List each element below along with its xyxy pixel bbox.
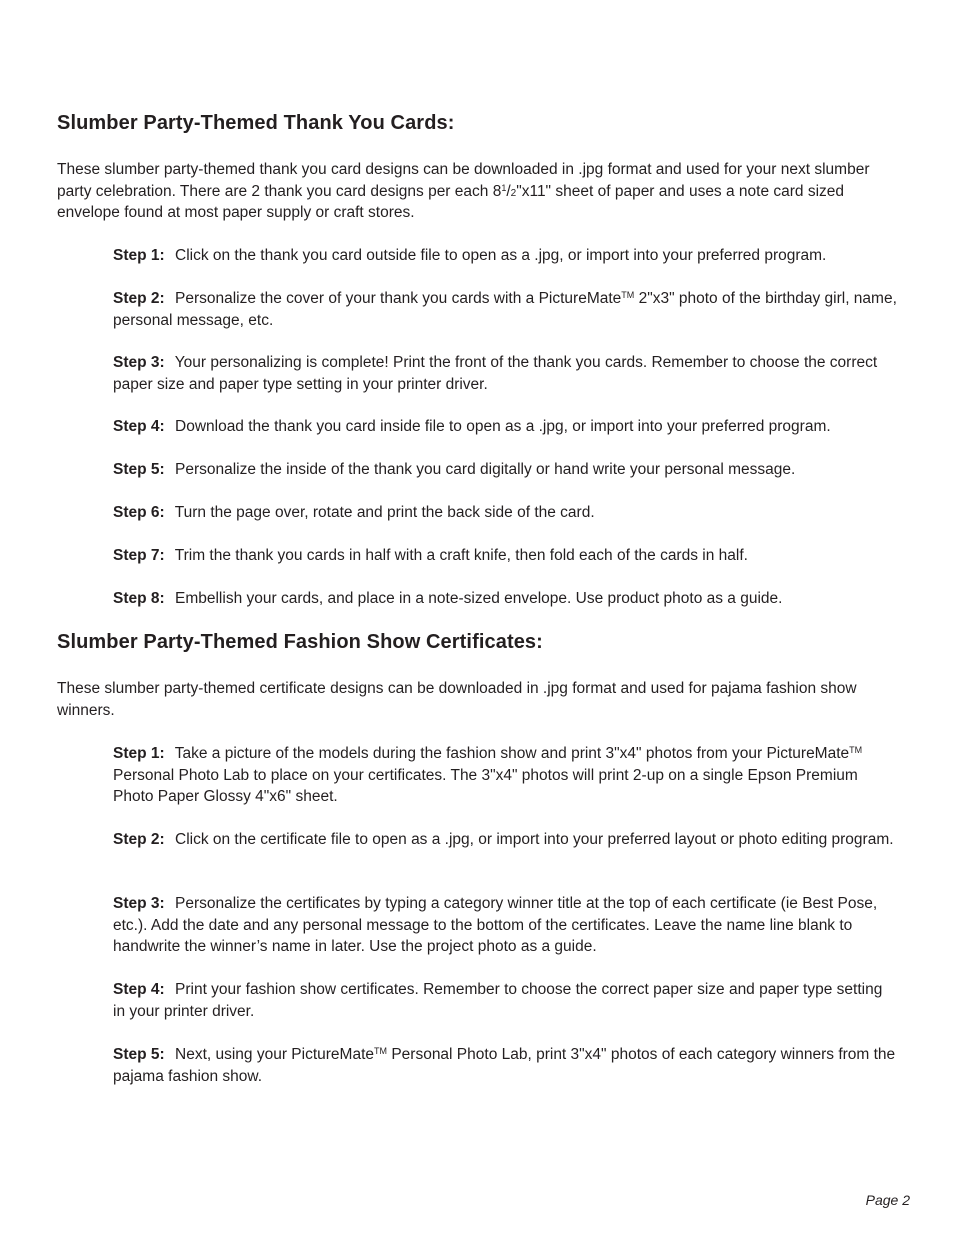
section-intro-thank-you-cards: These slumber party-themed thank you card designs can be downloaded in .jpg format and used for your next slumber party celebration. There are 2 thank you card designs per each $8^1/2"x11$" sheet of paper and uses a note card sized envelope found at most paper supply or craft stores.: [57, 161, 870, 221]
thank-you-step-2: Step 2: Personalize the cover of your thank you cards with a PictureMate™ 2"x3" photo of the birthday girl, name, personal message, etc.: [113, 290, 897, 329]
section-title-fashion-show-certificates: Slumber Party-Themed Fashion Show Certificates:: [57, 631, 543, 653]
thank-you-step-6: Step 6: Turn the page over, rotate and print the back side of the card.: [113, 504, 595, 521]
certificate-step-5: Step 5: Next, using your PictureMate™ Personal Photo Lab, print 3"x4" photos of each category winners from the pajama fashion show.: [113, 1046, 896, 1085]
thank-you-step-5: Step 5: Personalize the inside of the thank you card digitally or hand write your personal message.: [113, 461, 796, 478]
certificate-step-4: Step 4: Print your fashion show certificates. Remember to choose the correct paper size and paper type setting in your printer driver.: [113, 981, 883, 1020]
thank-you-step-8: Step 8: Embellish your cards, and place in a note-sized envelope. Use product photo as a guide.: [113, 590, 783, 607]
thank-you-step-7: Step 7: Trim the thank you cards in half with a craft knife, then fold each of the cards in half.: [113, 547, 748, 564]
section-intro-fashion-show-certificates: These slumber party-themed certificate designs can be downloaded in .jpg format and used for pajama fashion show winners.: [57, 680, 857, 719]
page-number: Page 2: [865, 1192, 910, 1208]
section-title-thank-you-cards: Slumber Party-Themed Thank You Cards:: [57, 112, 455, 134]
thank-you-step-4: Step 4: Download the thank you card inside file to open as a .jpg, or import into your preferred program.: [113, 418, 831, 435]
certificate-step-1: Step 1: Take a picture of the models during the fashion show and print 3"x4" photos from your PictureMate™ Personal Photo Lab to place on your certificates. The 3"x4" photos will print 2-up on a single Epson Premium Photo Paper Glossy 4"x6" sheet.: [113, 745, 863, 805]
certificate-step-3: Step 3: Personalize the certificates by typing a category winner title at the top of each certificate (ie Best Pose, etc.). Add the date and any personal message to the bottom of the certificates. Leave the name line blank to handwrite the winner’s name in later. Use the project photo as a guide.: [113, 895, 878, 955]
certificate-step-2: Step 2: Click on the certificate file to open as a .jpg, or import into your preferred layout or photo editing program.: [113, 831, 894, 848]
thank-you-step-3: Step 3: Your personalizing is complete! Print the front of the thank you cards. Remember to choose the correct paper size and paper type setting in your printer driver.: [113, 354, 878, 393]
thank-you-step-1: Step 1: Click on the thank you card outside file to open as a .jpg, or import into your preferred program.: [113, 247, 827, 264]
